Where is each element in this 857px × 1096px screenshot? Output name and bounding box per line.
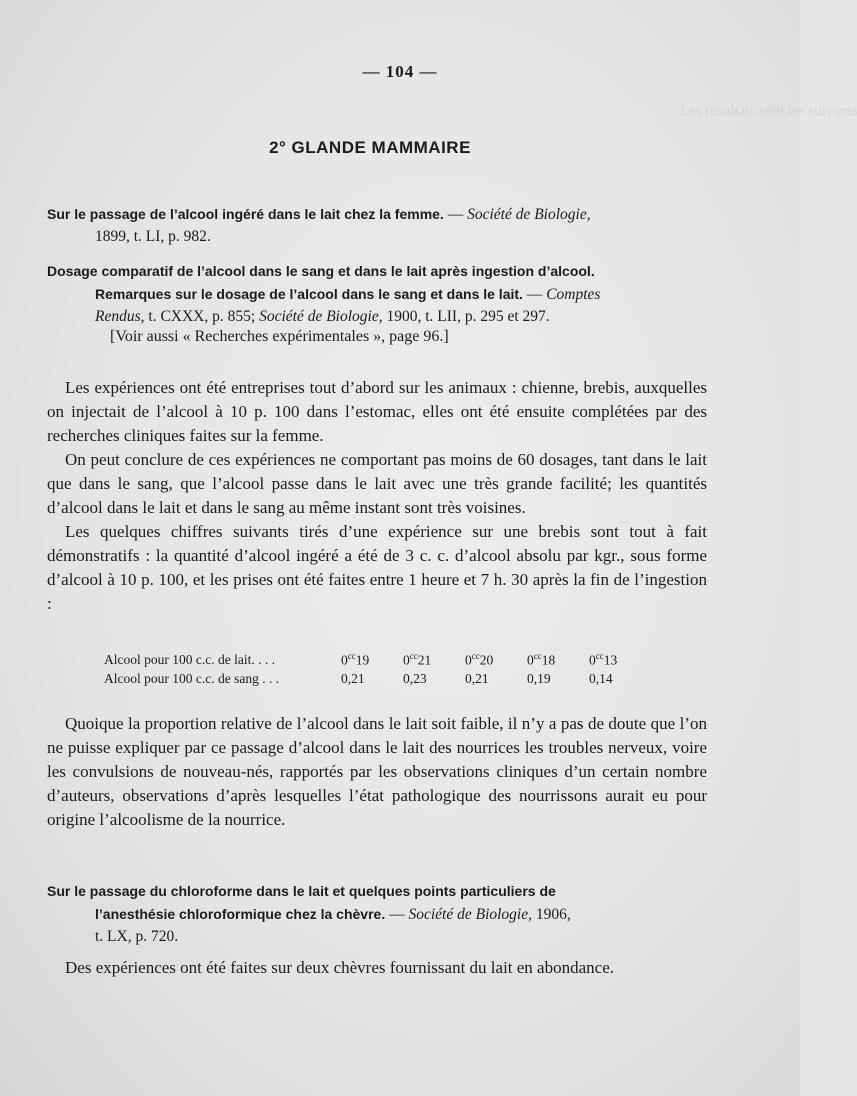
table-cell: 0,21 — [465, 670, 489, 686]
reference-3-dash: — — [385, 906, 409, 923]
table-cell: 0,21 — [341, 670, 365, 686]
reference-2-details2: 1900, t. LII, p. 295 et 297. — [382, 308, 550, 325]
body-paragraphs-a — [47, 376, 707, 616]
reference-1-dash: — — [443, 206, 468, 223]
body-paragraph-c — [47, 956, 707, 980]
table-cell: $0^{cc}19$ — [341, 650, 370, 668]
reference-1 — [47, 203, 707, 248]
reference-2 — [47, 260, 707, 328]
paragraph-5: Des expériences ont été faites sur deux chèvres fournissant du lait en abondance. — [65, 958, 614, 977]
reference-3-details2: t. LX, p. 720. — [95, 928, 179, 945]
reference-2-journal1: Comptes — [546, 286, 601, 303]
reference-2-details1: t. CXXX, p. 855; — [144, 308, 260, 325]
reference-1-title: Sur le passage de l’alcool ingéré dans le lait chez la femme. — [47, 206, 444, 222]
reference-2-journal2: Société de Biologie, — [259, 308, 383, 325]
table-row — [104, 650, 651, 669]
bleed-through: Les résultats sont les suivants — [680, 103, 857, 119]
table-row — [104, 669, 651, 688]
paragraph-4: Quoique la proportion relative de l’alcool dans le lait soit faible, il n’y a pas de doute que l’on ne puisse expliquer par ce passage d’alcool dans le lait des nourrices les troubles nerveux, voire les convulsions de nouveau-nés, rapportés par les observations cliniques d’un certain nombre d’auteurs, observations d’après lesquelles l’état pathologique des nourrissons aurait eu pour origine l’alcoolisme de la nourrice. — [47, 714, 707, 829]
row-label: Alcool pour 100 c.c. de lait. . . . — [104, 651, 275, 667]
body-paragraph-b — [47, 712, 707, 832]
table-cell: 0,19 — [527, 670, 551, 686]
reference-3-title-line1: Sur le passage du chloroforme dans le lait et quelques points particuliers de — [47, 883, 556, 899]
alcohol-table — [104, 650, 651, 688]
reference-2-title-line2: Remarques sur le dosage de l’alcool dans le sang et dans le lait. — [95, 286, 523, 302]
reference-1-details: 1899, t. LI, p. 982. — [95, 228, 211, 245]
table-cell: 0,23 — [403, 670, 427, 686]
reference-3-title-line2: l’anesthésie chloroformique chez la chèvre. — [95, 906, 386, 922]
paragraph-2: On peut conclure de ces expériences ne comportant pas moins de 60 dosages, tant dans le lait que dans le sang, que l’alcool passe dans le lait avec une très grande facilité; les quantités d’alcool dans le lait et dans le sang au même instant sont très voisines. — [47, 450, 707, 517]
row-label: Alcool pour 100 c.c. de sang . . . — [104, 670, 280, 686]
see-also-note: [Voir aussi « Recherches expérimentales », page 96.] — [110, 328, 449, 345]
table-cell: $0^{cc}20$ — [465, 650, 494, 668]
section-title: 2° GLANDE MAMMAIRE — [269, 138, 471, 157]
table-cell: $0^{cc}13$ — [589, 650, 618, 668]
table-cell: $0^{cc}18$ — [527, 650, 556, 668]
table-cell: $0^{cc}21$ — [403, 650, 432, 668]
reference-2-dash: — — [522, 286, 547, 303]
table-cell: 0,14 — [589, 670, 613, 686]
reference-2-title-line1: Dosage comparatif de l’alcool dans le sang et dans le lait après ingestion d’alcool. — [47, 263, 595, 279]
paragraph-1: Les expériences ont été entreprises tout d’abord sur les animaux : chienne, brebis, auxquelles on injectait de l’alcool à 10 p. 100 dans l’estomac, elles ont été ensuite complétées par des recherches cliniques faites sur la femme. — [47, 378, 707, 445]
reference-3 — [47, 880, 707, 948]
reference-3-journal: Société de Biologie, — [408, 906, 532, 923]
reference-3-details1: 1906, — [532, 906, 571, 923]
page-number: — 104 — — [362, 62, 438, 81]
reference-1-journal: Société de Biologie, — [467, 206, 591, 223]
reference-2-journal1b: Rendus, — [95, 308, 145, 325]
paragraph-3: Les quelques chiffres suivants tirés d’une expérience sur une brebis sont tout à fait démonstratifs : la quantité d’alcool ingéré a été de 3 c. c. d’alcool absolu par kgr., sous forme d’alcool à 10 p. 100, et les prises ont été faites entre 1 heure et 7 h. 30 après la fin de l’ingestion : — [47, 522, 707, 613]
